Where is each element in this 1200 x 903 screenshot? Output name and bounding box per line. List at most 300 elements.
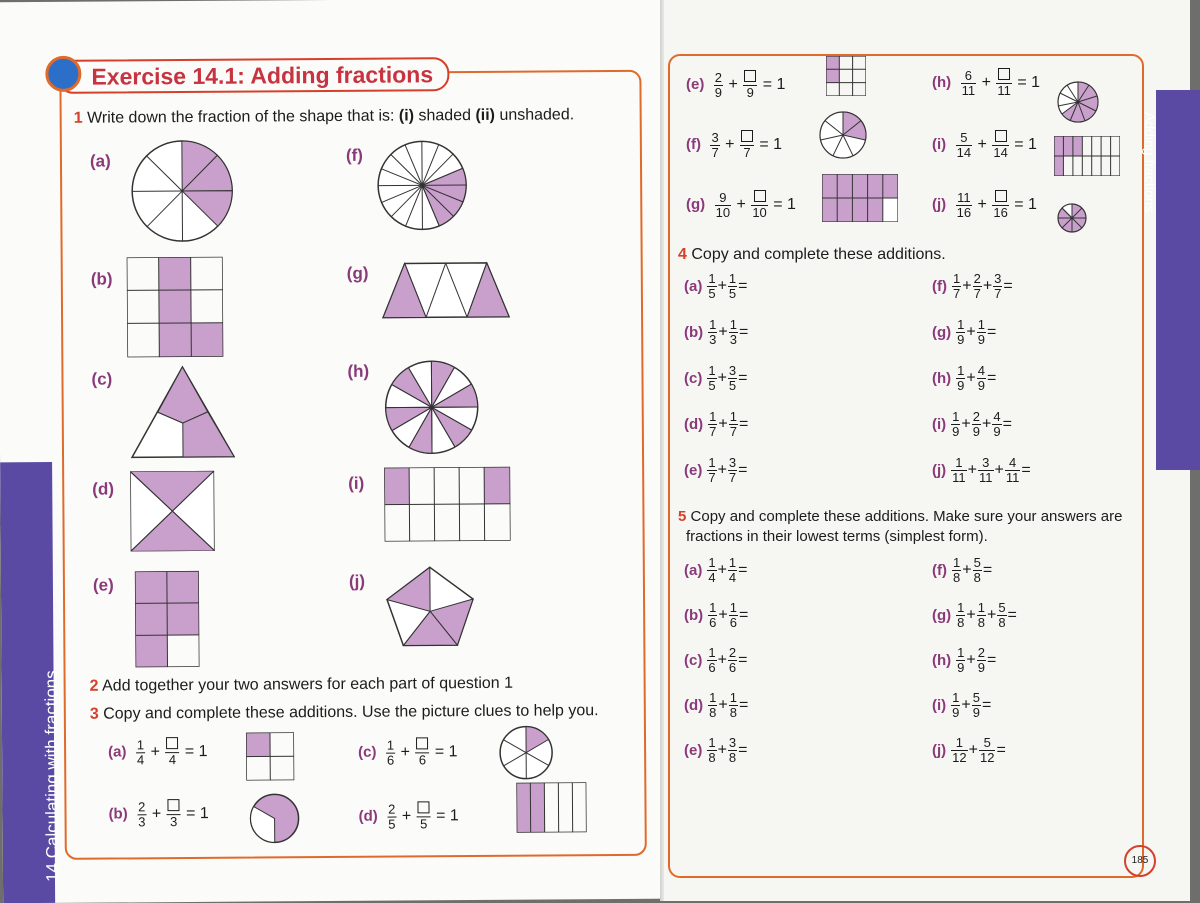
shape-i-grid <box>384 467 511 542</box>
denominator: 9 <box>977 379 986 393</box>
denominator: 8 <box>708 706 717 720</box>
shape-g-trapezoid <box>381 261 511 320</box>
q3-d-clue-grid <box>516 782 586 832</box>
shape-e-rectangle <box>135 571 200 667</box>
plus-sign: + <box>718 370 727 387</box>
fraction <box>417 801 431 831</box>
fraction <box>956 318 965 347</box>
fraction <box>714 71 723 100</box>
q3-h-clue-circle <box>1056 80 1100 124</box>
addition-expression <box>684 556 748 585</box>
denominator: 6 <box>707 661 716 675</box>
addition-expression <box>932 556 992 585</box>
addition-expression <box>684 601 748 630</box>
question-5-number: 5 <box>678 508 686 525</box>
plus-sign: + <box>966 324 975 341</box>
q3-item-a <box>108 737 208 768</box>
plus-sign: + <box>987 607 996 624</box>
denominator: 9 <box>992 425 1001 439</box>
fraction <box>728 272 737 301</box>
fraction <box>415 737 429 767</box>
q3-e-clue-grid <box>826 56 866 96</box>
fraction <box>728 364 737 393</box>
question-5-text-line1: Copy and complete these additions. Make sure your answers are <box>691 508 1123 525</box>
addition-expression <box>684 691 748 720</box>
q3-i-clue-grid <box>1054 136 1120 176</box>
blank-box-numerator <box>167 799 181 815</box>
shape-a-circle <box>130 137 235 246</box>
plus-sign: + <box>718 462 727 479</box>
denominator: 9 <box>743 86 757 100</box>
denominator: 8 <box>729 706 738 720</box>
plus-sign: + <box>982 416 991 433</box>
question-5-line2: fractions in their lowest terms (simplest form). <box>686 528 988 545</box>
fraction <box>977 318 986 347</box>
denominator: 7 <box>729 425 738 439</box>
fraction <box>951 736 967 765</box>
fraction <box>386 738 395 767</box>
fraction <box>973 272 982 301</box>
denominator: 11 <box>961 84 977 98</box>
blank-box-numerator <box>415 737 429 753</box>
denominator: 4 <box>728 571 737 585</box>
plus-sign: + <box>718 324 727 341</box>
fraction <box>708 691 717 720</box>
plus-sign: + <box>728 76 737 93</box>
plus-sign: + <box>718 742 727 759</box>
numerator: 5 <box>956 131 972 146</box>
denominator: 9 <box>951 706 960 720</box>
denominator: 14 <box>992 146 1008 160</box>
numerator: 1 <box>951 410 960 425</box>
addition-expression <box>684 410 748 439</box>
expression-label: (b) <box>684 607 703 624</box>
fraction <box>956 191 972 220</box>
expression-label: (g) <box>932 324 951 341</box>
blank-box-numerator <box>417 801 431 817</box>
numerator: 1 <box>951 736 967 751</box>
question-2-text: Add together your two answers for each part of question 1 <box>102 675 513 695</box>
denominator: 3 <box>167 815 181 829</box>
q1-part-ii: (ii) <box>475 107 495 124</box>
fraction <box>751 190 767 220</box>
q3-f-clue-circle <box>818 110 868 160</box>
equals-sign: = <box>738 370 747 387</box>
addition-expression <box>932 272 1013 301</box>
question-1 <box>74 106 575 127</box>
numerator: 2 <box>973 272 982 287</box>
plus-sign: + <box>151 743 160 760</box>
numerator: 5 <box>973 556 982 571</box>
plus-sign: + <box>983 278 992 295</box>
denominator: 11 <box>951 471 967 485</box>
expression-label: (f) <box>932 562 947 579</box>
numerator: 3 <box>710 131 719 146</box>
addition-expression <box>932 410 1012 439</box>
numerator: 1 <box>956 601 965 616</box>
numerator: 1 <box>707 456 716 471</box>
numerator: 1 <box>707 736 716 751</box>
fraction <box>707 272 716 301</box>
denominator: 3 <box>729 333 738 347</box>
fraction <box>956 601 965 630</box>
shape-label-e: (e) <box>93 576 114 596</box>
expression-label: (c) <box>684 370 702 387</box>
addition-expression <box>932 601 1017 630</box>
numerator: 1 <box>952 556 961 571</box>
expression-label: (b) <box>684 324 703 341</box>
expression-label: (h) <box>932 370 951 387</box>
numerator: 4 <box>1005 456 1021 471</box>
denominator: 6 <box>729 616 738 630</box>
blank-box-numerator <box>165 737 179 753</box>
equals-one: = 1 <box>773 196 796 213</box>
equals-sign: = <box>738 652 747 669</box>
q3-a-clue-grid <box>246 732 294 780</box>
expression-label: (f) <box>932 278 947 295</box>
expression-label: (a) <box>684 278 702 295</box>
q3-f-label: (f) <box>686 136 701 153</box>
numerator: 1 <box>707 556 716 571</box>
shape-label-d: (d) <box>92 480 114 500</box>
plus-sign: + <box>718 607 727 624</box>
fraction <box>956 364 965 393</box>
page-number: 185 <box>1124 845 1156 877</box>
plus-sign: + <box>725 136 734 153</box>
denominator: 4 <box>165 753 179 767</box>
fraction <box>956 131 972 160</box>
shape-b-grid <box>127 257 224 358</box>
plus-sign: + <box>718 562 727 579</box>
fraction <box>707 736 716 765</box>
blank-box-numerator <box>740 130 754 146</box>
denominator: 7 <box>993 287 1002 301</box>
shape-label-h: (h) <box>347 362 369 382</box>
fraction <box>740 130 754 160</box>
fraction <box>708 318 717 347</box>
denominator: 10 <box>715 206 731 220</box>
question-3-text: Copy and complete these additions. Use the picture clues to help you. <box>103 702 599 722</box>
denominator: 9 <box>956 333 965 347</box>
fraction <box>997 601 1006 630</box>
numerator: 4 <box>992 410 1001 425</box>
denominator: 8 <box>728 751 737 765</box>
equals-sign: = <box>987 324 996 341</box>
numerator: 3 <box>993 272 1002 287</box>
denominator: 7 <box>740 146 754 160</box>
equals-sign: = <box>1003 278 1012 295</box>
numerator: 1 <box>977 318 986 333</box>
addition-expression <box>932 456 1031 485</box>
denominator: 8 <box>977 616 986 630</box>
equals-sign: = <box>739 697 748 714</box>
fraction <box>743 70 757 100</box>
fraction <box>977 364 986 393</box>
numerator: 1 <box>956 318 965 333</box>
fraction <box>972 691 981 720</box>
fraction <box>952 272 961 301</box>
denominator: 9 <box>714 86 723 100</box>
equals-sign: = <box>1021 462 1030 479</box>
denominator: 7 <box>708 425 717 439</box>
denominator: 6 <box>415 753 429 767</box>
q3-c-label: (c) <box>358 744 376 761</box>
denominator: 5 <box>387 817 396 831</box>
shape-label-j: (j) <box>349 572 365 592</box>
equals-one: = 1 <box>759 136 782 153</box>
denominator: 12 <box>979 751 995 765</box>
addition-expression <box>684 736 748 765</box>
blank-box-numerator <box>751 190 767 206</box>
equals-sign: = <box>738 462 747 479</box>
numerator: 4 <box>977 364 986 379</box>
equals-one: = 1 <box>1017 74 1040 91</box>
plus-sign: + <box>962 278 971 295</box>
q1-shaded-word: shaded <box>418 107 471 124</box>
fraction <box>992 130 1008 160</box>
q3-a-label: (a) <box>108 744 126 761</box>
numerator: 1 <box>952 272 961 287</box>
shape-j-pentagon <box>385 565 476 648</box>
equals-sign: = <box>738 562 747 579</box>
denominator: 5 <box>417 817 431 831</box>
denominator: 8 <box>997 616 1006 630</box>
addition-expression <box>684 456 748 485</box>
numerator: 2 <box>714 71 723 86</box>
equals-one: = 1 <box>436 807 459 824</box>
plus-sign: + <box>966 607 975 624</box>
blank-box-numerator <box>996 68 1012 84</box>
denominator: 8 <box>707 751 716 765</box>
q3-item-j <box>932 190 1037 220</box>
q3-e-label: (e) <box>686 76 704 93</box>
fraction <box>973 556 982 585</box>
denominator: 5 <box>707 379 716 393</box>
denominator: 14 <box>956 146 972 160</box>
question-5 <box>678 508 1122 525</box>
q1-unshaded-word: unshaded. <box>499 106 574 124</box>
fraction <box>978 456 994 485</box>
plus-sign: + <box>718 416 727 433</box>
numerator: 1 <box>729 601 738 616</box>
expression-label: (d) <box>684 416 703 433</box>
denominator: 6 <box>708 616 717 630</box>
fraction <box>707 556 716 585</box>
numerator: 5 <box>979 736 995 751</box>
denominator: 10 <box>751 206 767 220</box>
plus-sign: + <box>968 462 977 479</box>
numerator: 5 <box>972 691 981 706</box>
addition-expression <box>932 646 996 675</box>
denominator: 7 <box>707 471 716 485</box>
plus-sign: + <box>982 74 991 91</box>
plus-sign: + <box>969 742 978 759</box>
q3-item-d <box>358 801 458 832</box>
q3-j-clue-circle <box>1056 202 1088 234</box>
q3-item-c <box>358 737 458 768</box>
denominator: 11 <box>1005 471 1021 485</box>
equals-sign: = <box>987 370 996 387</box>
fraction <box>715 191 731 220</box>
addition-expression <box>932 691 991 720</box>
fraction <box>972 410 981 439</box>
numerator: 2 <box>977 646 986 661</box>
numerator: 1 <box>729 318 738 333</box>
numerator: 1 <box>951 691 960 706</box>
equals-sign: = <box>739 324 748 341</box>
equals-sign: = <box>1008 607 1017 624</box>
fraction <box>710 131 719 160</box>
fraction <box>729 691 738 720</box>
addition-expression <box>932 318 996 347</box>
addition-expression <box>932 364 996 393</box>
denominator: 12 <box>951 751 967 765</box>
addition-expression <box>932 736 1006 765</box>
fraction <box>952 556 961 585</box>
q3-h-label: (h) <box>932 74 951 91</box>
q1-part-i: (i) <box>399 107 414 124</box>
expression-label: (i) <box>932 416 946 433</box>
question-2-number: 2 <box>90 678 99 695</box>
blank-box-numerator <box>992 130 1008 146</box>
plus-sign: + <box>718 652 727 669</box>
fraction <box>992 410 1001 439</box>
denominator: 5 <box>707 287 716 301</box>
question-3 <box>90 702 599 724</box>
equals-sign: = <box>1003 416 1012 433</box>
fraction <box>708 601 717 630</box>
fraction <box>993 272 1002 301</box>
plus-sign: + <box>978 136 987 153</box>
shape-d-square <box>130 471 215 552</box>
q3-item-e <box>686 70 785 100</box>
denominator: 9 <box>977 661 986 675</box>
shape-c-triangle <box>129 365 236 460</box>
question-1-number: 1 <box>74 110 83 127</box>
q3-d-label: (d) <box>358 808 377 825</box>
shape-label-i: (i) <box>348 474 364 494</box>
numerator: 1 <box>136 738 145 753</box>
equals-one: = 1 <box>435 743 458 760</box>
addition-expression <box>684 646 748 675</box>
fraction <box>979 736 995 765</box>
shape-label-a: (a) <box>90 152 111 172</box>
equals-one: = 1 <box>186 805 209 822</box>
chapter-side-tab-right-text: Adding fractions <box>1142 112 1158 212</box>
plus-sign: + <box>961 697 970 714</box>
question-1-text: Write down the fraction of the shape that is: <box>87 108 399 127</box>
denominator: 6 <box>728 661 737 675</box>
equals-sign: = <box>739 607 748 624</box>
q3-i-label: (i) <box>932 136 946 153</box>
q3-c-clue-circle <box>498 724 554 780</box>
fraction <box>707 646 716 675</box>
plus-sign: + <box>978 196 987 213</box>
numerator: 5 <box>997 601 1006 616</box>
chapter-side-tab-right <box>1156 90 1200 470</box>
question-3-number: 3 <box>90 706 99 723</box>
denominator: 16 <box>956 206 972 220</box>
denominator: 5 <box>728 379 737 393</box>
fraction <box>137 800 146 829</box>
fraction <box>728 556 737 585</box>
numerator: 1 <box>708 601 717 616</box>
denominator: 9 <box>972 706 981 720</box>
numerator: 1 <box>729 691 738 706</box>
plus-sign: + <box>152 805 161 822</box>
q3-g-label: (g) <box>686 196 705 213</box>
equals-one: = 1 <box>185 743 208 760</box>
denominator: 7 <box>973 287 982 301</box>
fraction <box>956 646 965 675</box>
numerator: 2 <box>972 410 981 425</box>
exercise-badge-icon <box>45 56 81 92</box>
numerator: 1 <box>708 410 717 425</box>
expression-label: (d) <box>684 697 703 714</box>
plus-sign: + <box>718 278 727 295</box>
denominator: 3 <box>708 333 717 347</box>
numerator: 1 <box>386 738 395 753</box>
plus-sign: + <box>962 562 971 579</box>
denominator: 7 <box>952 287 961 301</box>
equals-sign: = <box>982 697 991 714</box>
numerator: 9 <box>715 191 731 206</box>
fraction <box>951 410 960 439</box>
plus-sign: + <box>402 808 411 825</box>
fraction <box>728 456 737 485</box>
q3-item-b <box>108 799 208 830</box>
numerator: 2 <box>137 800 146 815</box>
fraction <box>165 737 179 767</box>
numerator: 3 <box>728 736 737 751</box>
addition-expression <box>684 272 748 301</box>
q3-item-i <box>932 130 1037 160</box>
plus-sign: + <box>718 697 727 714</box>
expression-label: (c) <box>684 652 702 669</box>
equals-sign: = <box>738 278 747 295</box>
numerator: 1 <box>708 318 717 333</box>
expression-label: (j) <box>932 742 946 759</box>
numerator: 1 <box>707 646 716 661</box>
fraction <box>136 738 145 767</box>
denominator: 7 <box>728 471 737 485</box>
denominator: 8 <box>973 571 982 585</box>
addition-expression <box>684 364 748 393</box>
denominator: 3 <box>137 815 146 829</box>
fraction <box>951 691 960 720</box>
fraction <box>729 410 738 439</box>
numerator: 3 <box>728 364 737 379</box>
denominator: 8 <box>952 571 961 585</box>
fraction <box>951 456 967 485</box>
denominator: 9 <box>956 379 965 393</box>
fraction <box>729 318 738 347</box>
denominator: 6 <box>386 753 395 767</box>
plus-sign: + <box>737 196 746 213</box>
exercise-title: Exercise 14.1: Adding fractions <box>91 61 433 90</box>
equals-sign: = <box>983 562 992 579</box>
expression-label: (a) <box>684 562 702 579</box>
numerator: 1 <box>707 272 716 287</box>
expression-label: (g) <box>932 607 951 624</box>
expression-label: (e) <box>684 742 702 759</box>
numerator: 1 <box>956 646 965 661</box>
numerator: 1 <box>977 601 986 616</box>
denominator: 11 <box>978 471 994 485</box>
numerator: 1 <box>728 272 737 287</box>
equals-one: = 1 <box>1014 136 1037 153</box>
numerator: 1 <box>728 556 737 571</box>
